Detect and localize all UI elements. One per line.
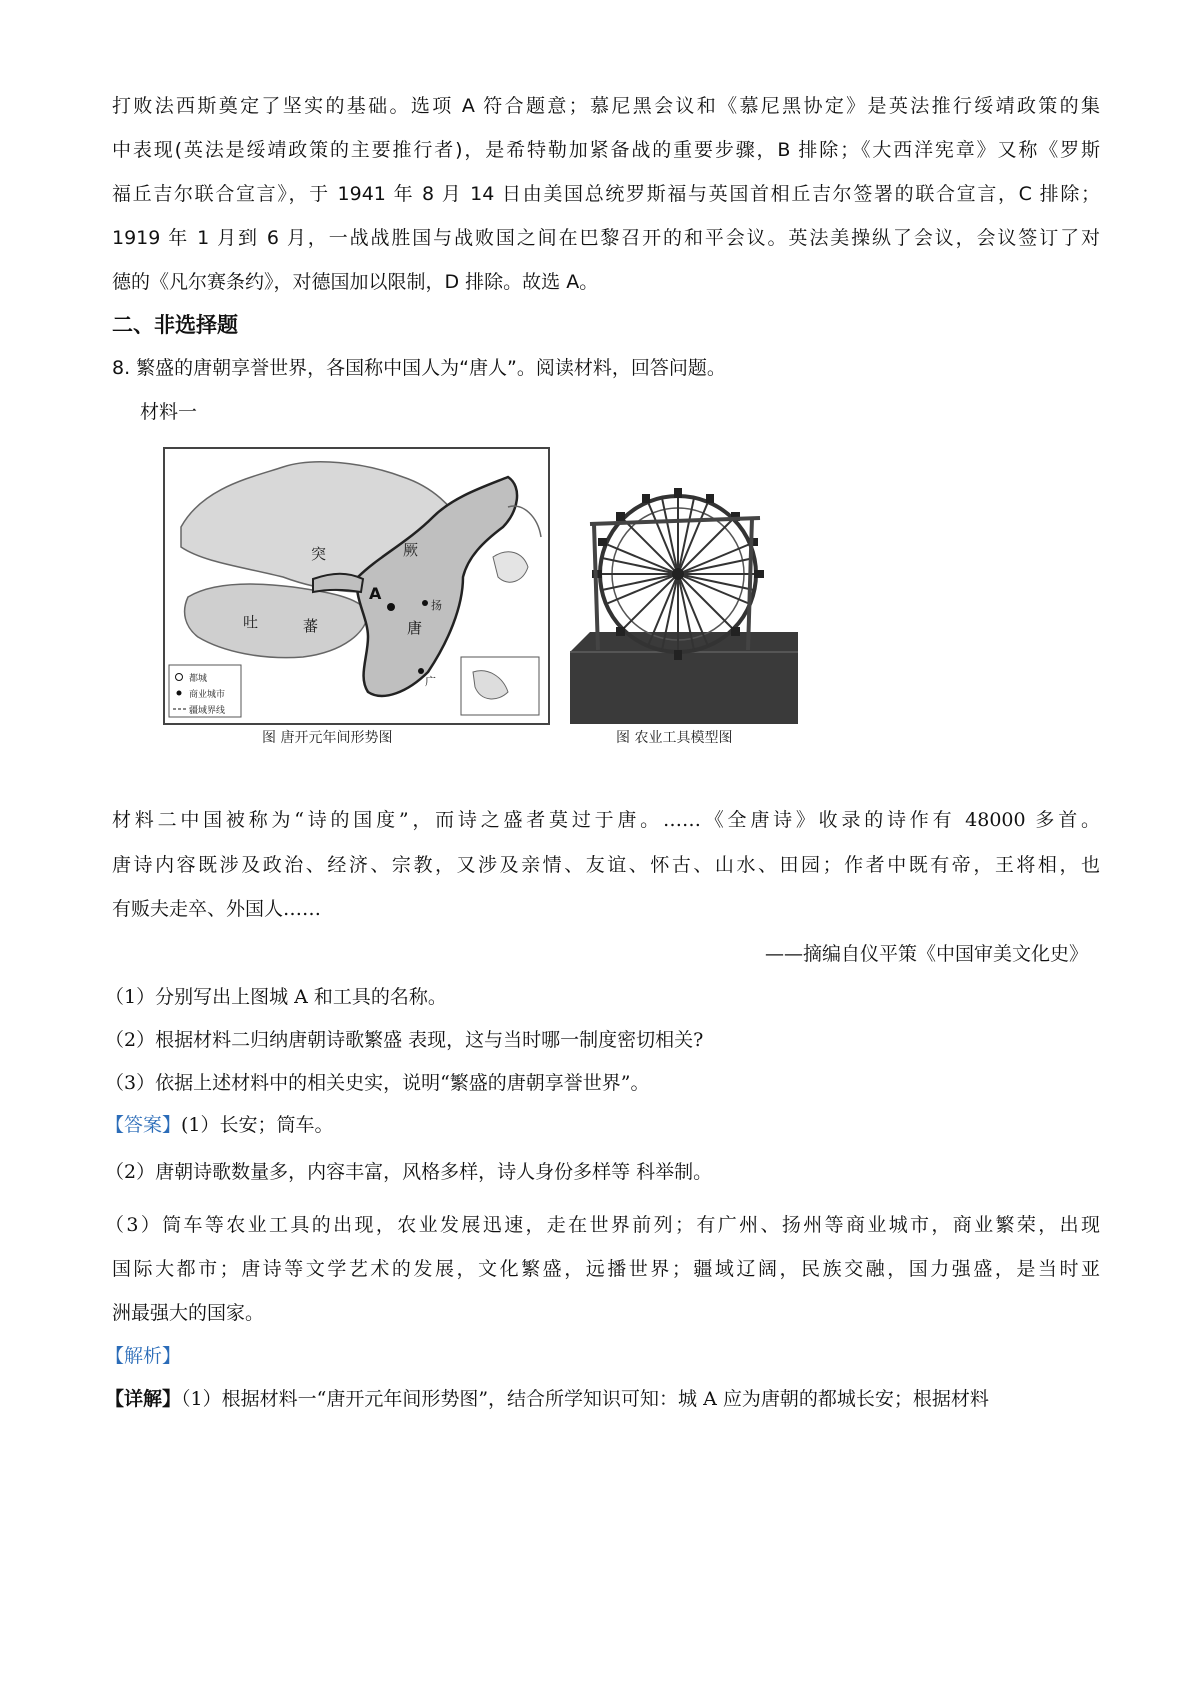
detail-text: （1）根据材料一“唐开元年间形势图”，结合所学知识可知：城 A 应为唐朝的都城长安；根据材料 [181, 1388, 989, 1410]
material2-line: 有贩夫走卒、外国人…… [112, 898, 322, 920]
map-label-tang: 唐 [407, 619, 423, 637]
tang-map-figure [163, 447, 550, 725]
analysis-tag: 【解析】 [105, 1345, 182, 1367]
waterwheel-figure [570, 462, 798, 724]
legend-city: 商业城市 [189, 690, 226, 700]
tang-corridor [313, 574, 363, 592]
answer-3-line: （3）筒车等农业工具的出现，农业发展迅速，走在世界前列；有广州、扬州等商业城市，商业繁荣，出现 [105, 1214, 1100, 1236]
map-label-guang: 广 [425, 675, 436, 688]
legend-city-icon [177, 691, 182, 696]
legend-border: 疆域界线 [189, 706, 226, 716]
map-label-bo: 蕃 [303, 617, 319, 635]
detail-tag: 【详解】 [105, 1388, 182, 1410]
answer-tag: 【答案】 [105, 1114, 182, 1136]
material2-line: 材料二中国被称为“诗的国度”，而诗之盛者莫过于唐。……《全唐诗》收录的诗作有 48000 多首。 [112, 809, 1100, 831]
question-1: （1）分别写出上图城 A 和工具的名称。 [105, 986, 447, 1008]
map-label-jue: 厥 [403, 541, 419, 559]
paragraph-line: 中表现(英法是绥靖政策的主要推行者)，是希特勒加紧备战的重要步骤，B 排除；《大西洋宪章》又称《罗斯 [112, 139, 1100, 161]
map-label-tu2: 吐 [243, 613, 259, 631]
paragraph-line: 福丘吉尔联合宣言》，于 1941 年 8 月 14 日由美国总统罗斯福与英国首相丘吉尔签署的联合宣言，C 排除； [112, 183, 1100, 205]
paragraph-line: 1919 年 1 月到 6 月，一战战胜国与战败国之间在巴黎召开的和平会议。英法美操纵了会议，会议签订了对 [112, 227, 1100, 249]
section-title: 二、非选择题 [112, 313, 238, 337]
map-label-yang: 扬 [431, 599, 442, 612]
map-label-a: A [369, 584, 382, 603]
detail-line [105, 1387, 1100, 1411]
paragraph-line: 德的《凡尔赛条约》，对德国加以限制，D 排除。故选 A。 [112, 271, 599, 293]
question-3: （3）依据上述材料中的相关史实，说明“繁盛的唐朝享誉世界”。 [105, 1072, 650, 1094]
answer-2: （2）唐朝诗歌数量多，内容丰富，风格多样，诗人身份多样等 科举制。 [105, 1161, 713, 1183]
paragraph-line: 打败法西斯奠定了坚实的基础。选项 A 符合题意；慕尼黑会议和《慕尼黑协定》是英法推行绥靖政策的集 [112, 95, 1100, 117]
material2-source: ——摘编自仪平策《中国审美文化史》 [764, 943, 1088, 965]
answer-3-line: 国际大都市；唐诗等文学艺术的发展，文化繁盛，远播世界；疆域辽阔，民族交融，国力强盛，是当时亚 [112, 1258, 1100, 1280]
material2-line: 唐诗内容既涉及政治、经济、宗教，又涉及亲情、友谊、怀古、山水、田园；作者中既有帝，王将相，也 [112, 854, 1100, 876]
answer-1: (1）长安；筒车。 [181, 1114, 334, 1136]
map-caption: 图 唐开元年间形势图 [262, 730, 393, 746]
question-2: （2）根据材料二归纳唐朝诗歌繁盛 表现，这与当时哪一制度密切相关? [105, 1029, 704, 1051]
question-stem: 8. 繁盛的唐朝享誉世界，各国称中国人为“唐人”。阅读材料，回答问题。 [112, 357, 726, 379]
material-label: 材料一 [140, 401, 198, 423]
answer-3-line: 洲最强大的国家。 [112, 1302, 265, 1324]
tool-caption: 图 农业工具模型图 [616, 730, 733, 746]
answer-line-1 [105, 1113, 334, 1137]
legend-capital: 都城 [189, 674, 208, 684]
capital-dot [387, 603, 395, 611]
map-label-tu: 突 [311, 545, 327, 563]
